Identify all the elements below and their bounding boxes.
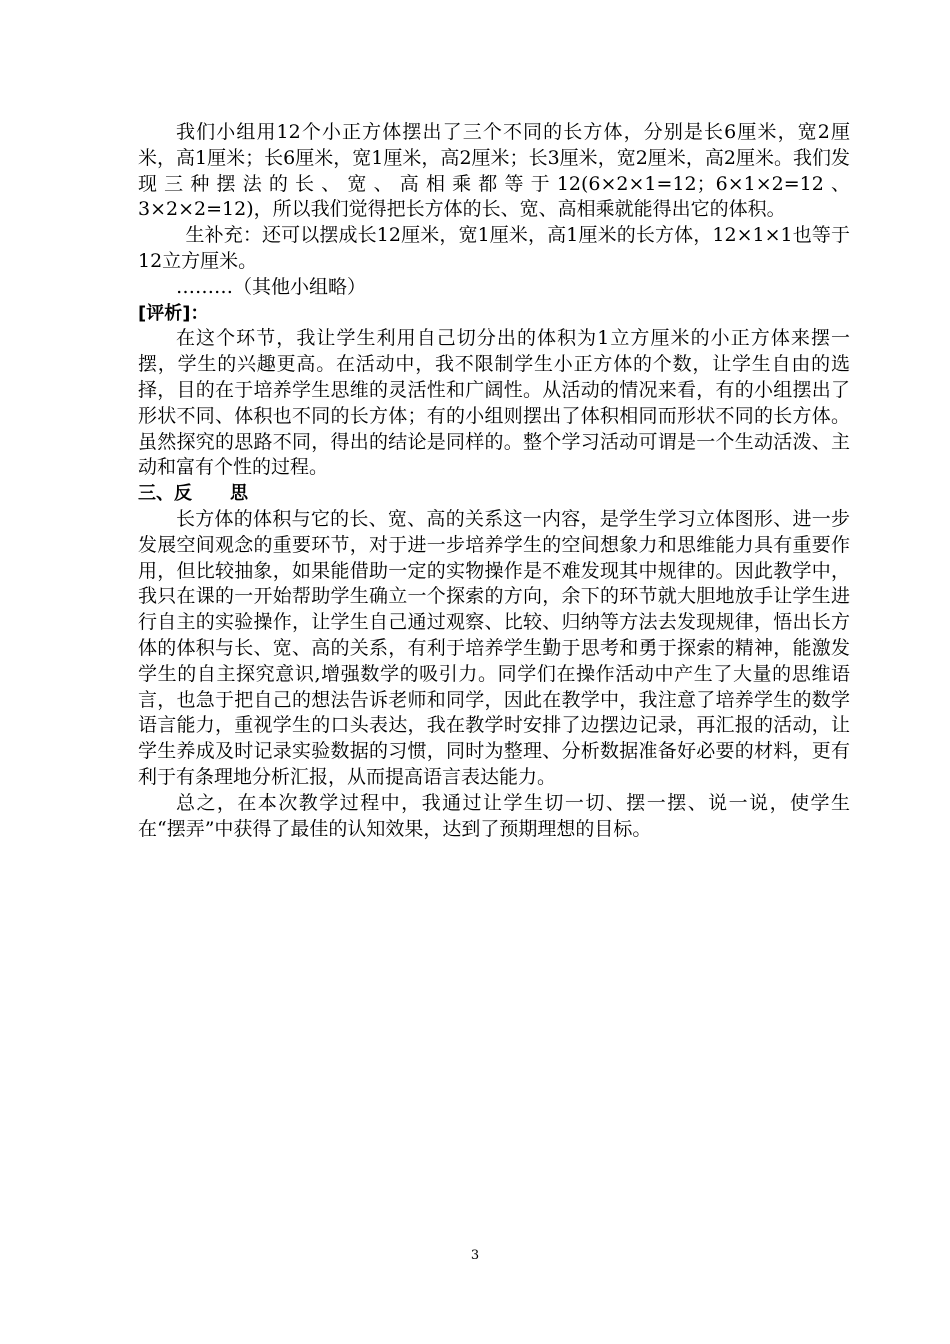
section-heading xyxy=(138,481,850,507)
comment-heading: [评析]： xyxy=(138,302,209,324)
section-heading-part2: 思 xyxy=(230,483,248,505)
paragraph-omitted: ………（其他小组略） xyxy=(176,275,367,298)
paragraph-reflection-1: 长方体的体积与它的长、宽、高的关系这一内容，是学生学习立体图形、进一步发展空间观念的重要环节，对于进一步培养学生的空间想象力和思维能力具有重要作用，但比较抽象，如果能借助一定的实物操作是不难发现其中规律的。因此教学中，我只在课的一开始帮助学生确立一个探索的方向，余下的环节就大胆地放手让学生进行自主的实验操作，让学生自己通过观察、比较、归纳等方法去发现规律，悟出长方体的体积与长、宽、高的关系，有利于培养学生勤于思考和勇于探索的精神，能激发学生的自主探究意识,增强数学的吸引力。同学们在操作活动中产生了大量的思维语言，也急于把自己的想法告诉老师和同学，因此在教学中，我注意了培养学生的数学语言能力，重视学生的口头表达，我在教学时安排了边摆边记录，再汇报的活动，让学生养成及时记录实验数据的习惯，同时为整理、分析数据准备好必要的材料，更有利于有条理地分析汇报，从而提高语言表达能力。 xyxy=(138,507,850,788)
paragraph-group-report: 我们小组用12个小正方体摆出了三个不同的长方体，分别是长6厘米，宽2厘米，高1厘米；长6厘米，宽1厘米，高2厘米；长3厘米，宽2厘米，高2厘米。我们发现三种摆法的长、宽、高相乘都等于12(6×2×1=12；6×1×2=12、3×2×2=12)，所以我们觉得把长方体的长、宽、高相乘就能得出它的体积。 xyxy=(138,121,850,221)
page-number: 3 xyxy=(470,1248,480,1263)
paragraph-reflection-2: 总之，在本次教学过程中，我通过让学生切一切、摆一摆、说一说，使学生在“摆弄”中获得了最佳的认知效果，达到了预期理想的目标。 xyxy=(138,791,850,840)
section-heading-part1: 三、反 xyxy=(138,483,192,505)
paragraph-comment: 在这个环节，我让学生利用自己切分出的体积为1立方厘米的小正方体来摆一摆，学生的兴趣更高。在活动中，我不限制学生小正方体的个数，让学生自由的选择，目的在于培养学生思维的灵活性和广阔性。从活动的情况来看，有的小组摆出了形状不同、体积也不同的长方体；有的小组则摆出了体积相同而形状不同的长方体。虽然探究的思路不同，得出的结论是同样的。整个学习活动可谓是一个生动活泼、主动和富有个性的过程。 xyxy=(138,327,850,479)
paragraph-student-supplement: 生补充：还可以摆成长12厘米，宽1厘米，高1厘米的长方体，12×1×1也等于12立方厘米。 xyxy=(138,224,850,272)
document-page xyxy=(138,120,850,842)
